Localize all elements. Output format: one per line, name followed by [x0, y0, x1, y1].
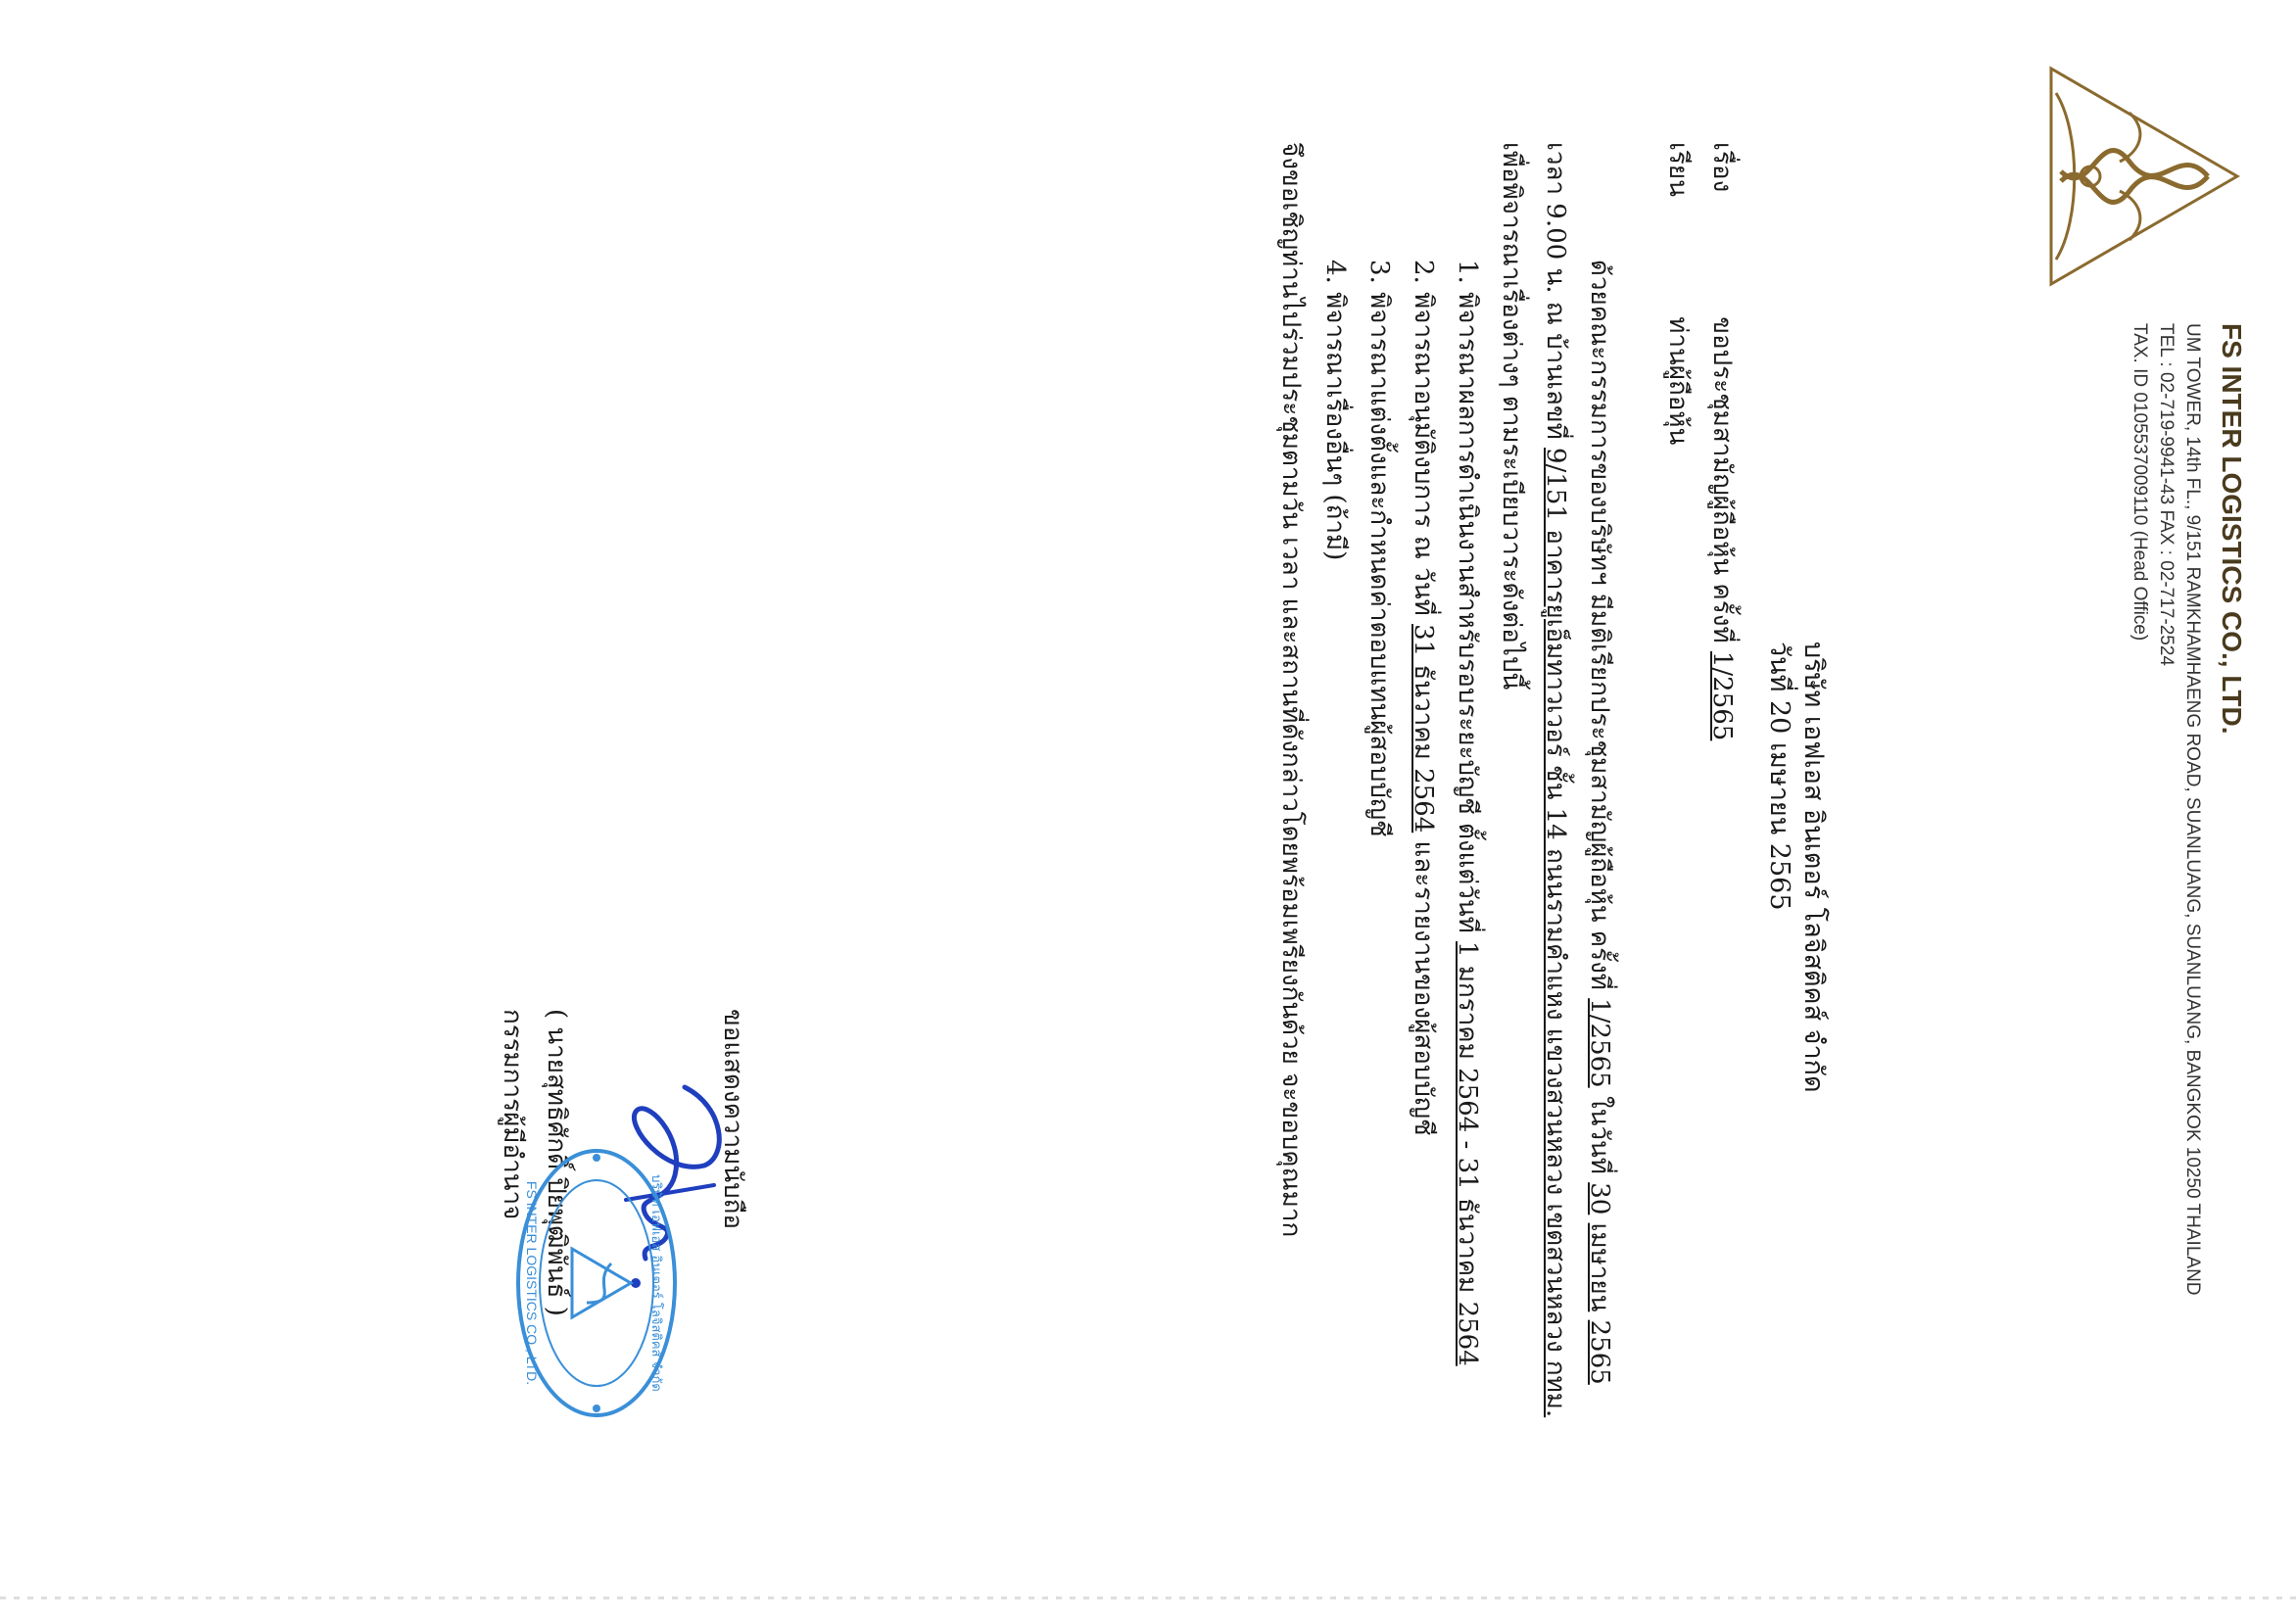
body-paragraph-2	[1536, 142, 1576, 1417]
p1-month: เมษายน	[1585, 1222, 1614, 1312]
subject-line	[1702, 142, 1743, 740]
to-text: ท่านผู้ถือหุ้น	[1663, 316, 1693, 446]
item2-date: 31 ธันวาคม 2564	[1409, 624, 1438, 834]
regards-text: ขอแสดงความนับถือ	[718, 1009, 747, 1229]
item1-dates: 1 มกราคม 2564 - 31 ธันวาคม 2564	[1453, 941, 1482, 1366]
scan-edge	[0, 1596, 2296, 1599]
body-paragraph-1	[1580, 260, 1620, 1385]
p1-year: 2565	[1585, 1319, 1614, 1385]
company-logo	[2032, 54, 2247, 299]
p1-on-date: ในวันที่	[1585, 1095, 1614, 1174]
to-line	[1658, 142, 1698, 445]
subject-text: ขอประชุมสามัญผู้ถือหุ้น ครั้งที่	[1707, 316, 1737, 643]
company-tax-id: TAX. ID 0105537009110 (Head Office)	[2129, 323, 2150, 642]
signer-name: ( นายสุทธิศักดิ์ ปิยพุฒิพันธ์ )	[542, 1009, 571, 1316]
company-name-en: FS INTER LOGISTICS CO., LTD.	[2217, 323, 2247, 735]
body-paragraph-3	[1492, 142, 1532, 690]
p2-address: 9/151 อาคารยูเอ็มทาวเวอร์ ชั้น 14 ถนนรามคำแหง แขวงสวนหลวง เขตสวนหลวง กทม.	[1541, 448, 1570, 1418]
p1-meeting-no: 1/2565	[1585, 998, 1614, 1088]
p3-text: เพื่อพิจารณาเรื่องต่างๆ ตามระเบียบวาระดังต่อไปนี้	[1497, 142, 1526, 691]
subject-number: 1/2565	[1707, 650, 1737, 741]
signer-title: กรรมการผู้มีอำนาจ	[498, 1009, 527, 1220]
to-label: เรียน	[1663, 142, 1693, 197]
company-phone: TEL : 02-719-9941-43 FAX : 02-717-2524	[2156, 323, 2176, 666]
agenda-item-3: 3. พิจารณาแต่งตั้งและกำหนดค่าตอบแทนผู้สอบบัญชี	[1364, 260, 1394, 837]
agenda-item-2	[1404, 260, 1444, 1136]
company-address: UM TOWER, 14th FL., 9/151 RAMKHAMHAENG ROAD, SUANLUANG, SUANLUANG, BANGKOK 10250 THAILAND	[2182, 323, 2203, 1296]
stamp-text-th: บริษัท เอฟเอส อินเตอร์ โลจิสติคส์ จำกัด	[648, 1174, 663, 1392]
item2-text: 2. พิจารณาอนุมัติงบการ ณ วันที่	[1409, 260, 1438, 616]
p1-day: 30	[1585, 1182, 1614, 1215]
agenda-item-4: 4. พิจารณาเรื่องอื่นๆ (ถ้ามี)	[1320, 260, 1350, 561]
item2-text-b: และรายงานของผู้สอบบัญชี	[1409, 840, 1438, 1136]
item1-text: 1. พิจารณาผลการดำเนินงานสำหรับรอบระยะบัญชี ตั้งแต่วันที่	[1453, 260, 1482, 933]
letter-date: วันที่ 20 เมษายน 2565	[1764, 642, 1794, 911]
company-stamp	[513, 1146, 680, 1420]
closing-paragraph: จึงขอเชิญท่านไปร่วมประชุมตามวัน เวลา และสถานที่ดังกล่าวโดยพร้อมเพรียงกันด้วย จะขอบคุณมาก	[1276, 142, 1306, 1238]
subject-label: เรื่อง	[1707, 142, 1737, 193]
p1-text: ด้วยคณะกรรมการของบริษัทฯ มีมติเรียกประชุมสามัญผู้ถือหุ้น ครั้งที่	[1585, 260, 1614, 990]
agenda-item-1	[1448, 260, 1488, 1366]
stamp-text-en: FS INTER LOGISTICS CO., LTD.	[524, 1180, 540, 1386]
p2-text: เวลา 9.00 น. ณ บ้านเลขที่	[1541, 142, 1570, 440]
company-name-th: บริษัท เอฟเอส อินเตอร์ โลจิสติคส์ จำกัด	[1798, 642, 1829, 1093]
